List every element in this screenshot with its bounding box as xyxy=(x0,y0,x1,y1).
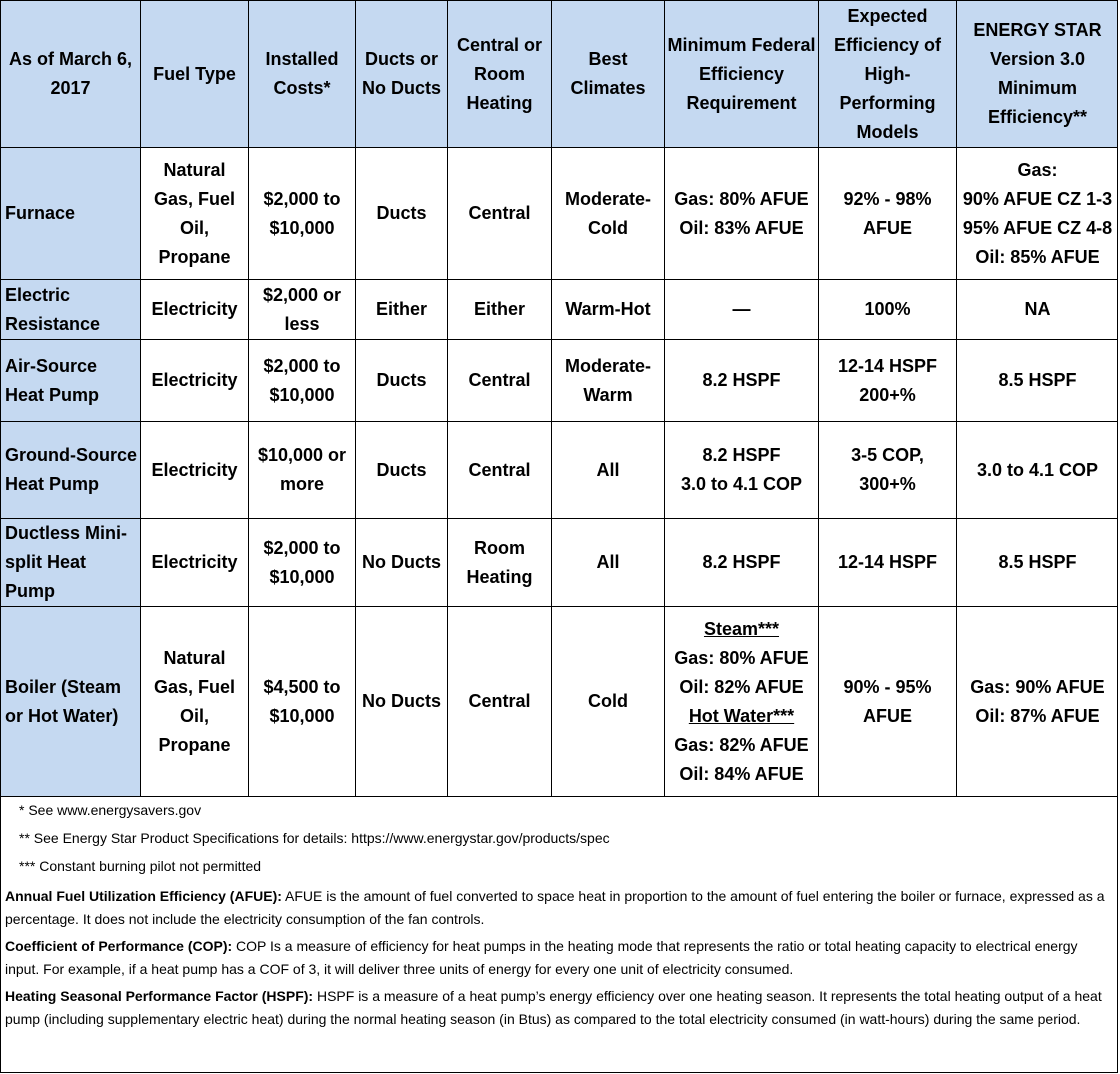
expected-line: 200+% xyxy=(859,384,916,405)
best-climates: Cold xyxy=(552,607,665,797)
heating-type: Central xyxy=(448,422,552,519)
ducts-value: Ducts xyxy=(356,148,448,280)
table-row xyxy=(1,422,1119,519)
federal-requirement: — xyxy=(665,280,819,340)
header-best-climates: Best Climates xyxy=(552,1,665,148)
header-row xyxy=(1,1,1119,148)
expected-efficiency xyxy=(819,422,957,519)
fuel-type: Electricity xyxy=(141,422,249,519)
federal-requirement xyxy=(665,607,819,797)
heating-type: Central xyxy=(448,148,552,280)
definition-term: Coefficient of Performance (COP): xyxy=(5,938,233,954)
installed-cost: $2,000 or less xyxy=(249,280,356,340)
installed-cost: $4,500 to $10,000 xyxy=(249,607,356,797)
table-row xyxy=(1,148,1119,280)
definition-term: Heating Seasonal Performance Factor (HSPF): xyxy=(5,988,314,1004)
federal-line: 8.2 HSPF xyxy=(702,445,781,465)
fuel-type: Natural Gas, Fuel Oil, Propane xyxy=(141,148,249,280)
header-energy-star: ENERGY STAR Version 3.0 Minimum Efficiency** xyxy=(957,1,1119,148)
definition-term: Annual Fuel Utilization Efficiency (AFUE): xyxy=(5,888,282,904)
notes-section xyxy=(1,797,1117,1033)
federal-requirement xyxy=(665,148,819,280)
definition-cop xyxy=(1,935,1117,981)
best-climates: Moderate-Cold xyxy=(552,148,665,280)
ducts-value: Ducts xyxy=(356,422,448,519)
system-name: Electric Resistance xyxy=(1,280,141,340)
installed-cost: $2,000 to $10,000 xyxy=(249,148,356,280)
expected-line: 12-14 HSPF xyxy=(837,355,938,376)
installed-cost: $2,000 to $10,000 xyxy=(249,519,356,607)
energy-star-minimum xyxy=(957,607,1119,797)
expected-line: 3-5 COP, xyxy=(851,445,924,465)
ducts-value: Either xyxy=(356,280,448,340)
footnote: ** See Energy Star Product Specifications for details: https://www.energystar.gov/products/spec xyxy=(19,830,610,846)
federal-line: Oil: 82% AFUE xyxy=(679,676,804,697)
heating-type: Either xyxy=(448,280,552,340)
fuel-type: Electricity xyxy=(141,280,249,340)
best-climates: Warm-Hot xyxy=(552,280,665,340)
expected-efficiency: 92% - 98% AFUE xyxy=(819,148,957,280)
best-climates: All xyxy=(552,422,665,519)
energy-star-minimum: 8.5 HSPF xyxy=(957,340,1119,422)
energy-star-minimum: 3.0 to 4.1 COP xyxy=(957,422,1119,519)
fuel-type: Electricity xyxy=(141,519,249,607)
heating-type: Room Heating xyxy=(448,519,552,607)
table-row xyxy=(1,340,1119,422)
header-as-of: As of March 6, 2017 xyxy=(1,1,141,148)
energy-star-minimum: 8.5 HSPF xyxy=(957,519,1119,607)
federal-line: Oil: 83% AFUE xyxy=(679,217,804,238)
header-federal-requirement: Minimum Federal Efficiency Requirement xyxy=(665,1,819,148)
heating-type: Central xyxy=(448,340,552,422)
definition-text: COP Is a measure of efficiency for heat pumps in the heating mode that represents the ratio or total heating capacity to electrical energy input. For example, if a heat pump has a COF of 3, it will deliver three units of energy for every one unit of electricity consumed. xyxy=(5,938,1078,977)
federal-line: Oil: 84% AFUE xyxy=(679,763,804,784)
system-name: Furnace xyxy=(1,148,141,280)
header-fuel-type: Fuel Type xyxy=(141,1,249,148)
header-ducts: Ducts or No Ducts xyxy=(356,1,448,148)
federal-line: 3.0 to 4.1 COP xyxy=(680,474,803,494)
table-row xyxy=(1,519,1119,607)
energy-star-line: Gas: xyxy=(1017,159,1058,180)
heating-type: Central xyxy=(448,607,552,797)
federal-line: Gas: 80% AFUE xyxy=(674,188,809,209)
expected-line: 300+% xyxy=(859,474,916,494)
header-installed-costs: Installed Costs* xyxy=(249,1,356,148)
federal-requirement xyxy=(665,422,819,519)
system-name: Ductless Mini-split Heat Pump xyxy=(1,519,141,607)
expected-efficiency xyxy=(819,340,957,422)
header-expected-efficiency: Expected Efficiency of High-Performing Models xyxy=(819,1,957,148)
fuel-type: Electricity xyxy=(141,340,249,422)
table-row xyxy=(1,607,1119,797)
definition-text: HSPF is a measure of a heat pump’s energy efficiency over one heating season. It represents the total heating output of a heat pump (including supplementary electric heat) during the normal heating season (in Btus) as compared to the total electricity consumed (in watt-hours) during the same period. xyxy=(5,988,1102,1027)
ducts-value: Ducts xyxy=(356,340,448,422)
steam-heading: Steam*** xyxy=(703,618,780,639)
energy-star-line: 95% AFUE CZ 4-8 xyxy=(962,217,1113,238)
header-central-or-room: Central or Room Heating xyxy=(448,1,552,148)
energy-star-line: Oil: 87% AFUE xyxy=(975,705,1100,726)
definition-afue xyxy=(1,885,1117,931)
definition-text: AFUE is the amount of fuel converted to space heat in proportion to the amount of fuel entering the boiler or furnace, expressed as a percentage. It does not include the electricity consumption of the fan controls. xyxy=(5,888,1105,927)
system-name: Boiler (Steam or Hot Water) xyxy=(1,607,141,797)
energy-star-minimum xyxy=(957,148,1119,280)
expected-efficiency: 100% xyxy=(819,280,957,340)
federal-requirement: 8.2 HSPF xyxy=(665,340,819,422)
fuel-type: Natural Gas, Fuel Oil, Propane xyxy=(141,607,249,797)
installed-cost: $10,000 or more xyxy=(249,422,356,519)
system-name: Ground-Source Heat Pump xyxy=(1,422,141,519)
ducts-value: No Ducts xyxy=(356,607,448,797)
expected-efficiency: 12-14 HSPF xyxy=(819,519,957,607)
installed-cost: $2,000 to $10,000 xyxy=(249,340,356,422)
federal-line: Gas: 82% AFUE xyxy=(674,734,809,755)
expected-efficiency: 90% - 95% AFUE xyxy=(819,607,957,797)
energy-star-line: Gas: 90% AFUE xyxy=(970,676,1105,697)
federal-line: Gas: 80% AFUE xyxy=(674,647,809,668)
footnote: * See www.energysavers.gov xyxy=(19,802,202,818)
ducts-value: No Ducts xyxy=(356,519,448,607)
energy-star-line: 90% AFUE CZ 1-3 xyxy=(962,188,1113,209)
table-row xyxy=(1,280,1119,340)
hot-water-heading: Hot Water*** xyxy=(688,705,795,726)
system-name: Air-Source Heat Pump xyxy=(1,340,141,422)
definition-hspf xyxy=(1,985,1117,1031)
best-climates: Moderate-Warm xyxy=(552,340,665,422)
energy-star-line: Oil: 85% AFUE xyxy=(975,246,1100,267)
energy-star-minimum: NA xyxy=(957,280,1119,340)
federal-requirement: 8.2 HSPF xyxy=(665,519,819,607)
best-climates: All xyxy=(552,519,665,607)
footnote: *** Constant burning pilot not permitted xyxy=(19,858,262,874)
